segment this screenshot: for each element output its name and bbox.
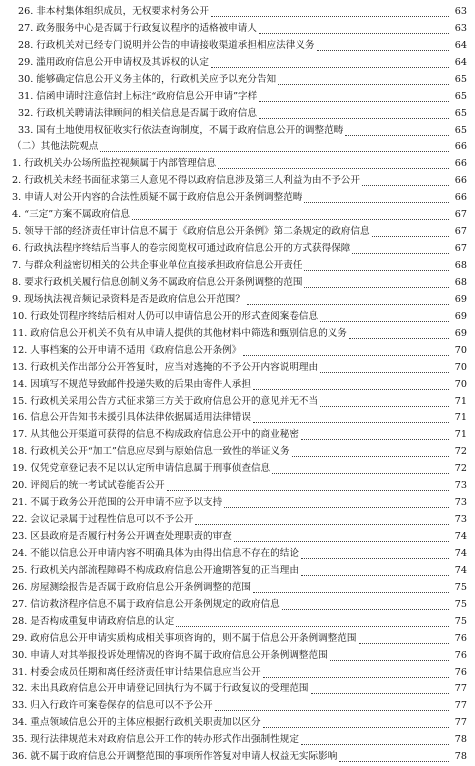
toc-entry-page: 72 — [454, 463, 467, 475]
toc-entry[interactable] — [12, 275, 467, 292]
toc-entry-page: 66 — [454, 192, 467, 204]
toc-entry-page: 77 — [454, 700, 467, 712]
toc-leader-dots — [320, 320, 449, 322]
toc-entry-page: 66 — [454, 158, 467, 170]
toc-entry-title: 21. 不属于政务公开范围的公开申请不应予以支持 — [12, 497, 223, 509]
toc-leader-dots — [330, 659, 449, 661]
toc-entry[interactable] — [12, 749, 467, 766]
toc-leader-dots — [320, 405, 449, 407]
toc-entry-page: 65 — [454, 107, 467, 119]
toc-leader-dots — [362, 184, 449, 186]
toc-entry-title: 27. 信访救济程序信息不属于政府信息公开条例规定的政府信息 — [12, 598, 280, 610]
toc-leader-dots — [211, 15, 449, 17]
toc-entry-title: 12. 人事档案的公开申请不适用《政府信息公开条例》 — [12, 344, 242, 356]
toc-entry-page: 77 — [454, 683, 467, 695]
toc-entry-title: 28. 是否构成重复申请政府信息的认定 — [12, 615, 175, 627]
toc-entry-title: 16. 信息公开告知书未援引具体法律依据属适用法律错误 — [12, 412, 251, 424]
toc-entry[interactable] — [12, 190, 467, 207]
toc-leader-dots — [304, 269, 449, 271]
toc-entry[interactable] — [12, 461, 467, 478]
toc-entry-title: 11. 政府信息公开机关不负有从申请人提供的其他材料中筛选和甄别信息的义务 — [12, 327, 347, 339]
toc-entry[interactable] — [12, 682, 467, 699]
toc-leader-dots — [359, 642, 450, 644]
toc-entry-title: 20. 评阅后的统一考试试卷能否公开 — [12, 480, 165, 492]
toc-entry-title: 1. 行政机关办公场所监控视频属于内部管理信息 — [12, 158, 217, 170]
toc-entry-page: 74 — [454, 531, 467, 543]
toc-entry-title: 6. 行政执法程序终结后当事人的卷宗阅览权可通过政府信息公开的方式获得保障 — [12, 243, 351, 255]
toc-entry-page: 67 — [454, 209, 467, 221]
toc-leader-dots — [259, 117, 449, 119]
toc-entry[interactable] — [12, 512, 467, 529]
toc-leader-dots — [259, 32, 449, 34]
toc-entry[interactable] — [12, 4, 467, 21]
toc-entry-page: 71 — [454, 412, 467, 424]
toc-entry[interactable] — [12, 478, 467, 495]
toc-entry-page: 68 — [454, 260, 467, 272]
toc-leader-dots — [339, 760, 449, 762]
toc-entry[interactable] — [12, 326, 467, 343]
toc-entry-page: 72 — [454, 446, 467, 458]
toc-leader-dots — [282, 608, 449, 610]
toc-entry[interactable] — [12, 715, 467, 732]
toc-entry-page: 70 — [454, 361, 467, 373]
toc-entry-title: 31. 信函申请时注意信封上标注“政府信息公开申请”字样 — [18, 90, 258, 102]
toc-entry-page: 64 — [454, 39, 467, 51]
toc-entry-title: 33. 国有土地使用权征收实行依法查询制度，不属于政府信息公开的调整范畴 — [18, 124, 344, 136]
toc-entry-title: 26. 房屋测绘报告是否属于政府信息公开条例调整的范围 — [12, 581, 251, 593]
toc-leader-dots — [224, 506, 449, 508]
toc-entry-title: 28. 行政机关对已经专门说明并公告的申请接收渠道承担相应法律义务 — [18, 39, 315, 51]
toc-entry[interactable] — [12, 648, 467, 665]
toc-entry[interactable] — [12, 207, 467, 224]
toc-entry[interactable] — [12, 377, 467, 394]
toc-leader-dots — [301, 574, 449, 576]
toc-entry-title: 34. 重点领域信息公开的主体应根据行政机关职责加以区分 — [12, 717, 261, 729]
toc-entry-title: 30. 申请人对其举报投诉处理情况的咨询不属于政府信息公开条例调整范围 — [12, 649, 328, 661]
toc-entry-title: 5. 领导干部的经济责任审计信息不属于《政府信息公开条例》第二条规定的政府信息 — [12, 226, 370, 238]
toc-entry[interactable] — [12, 106, 467, 123]
toc-leader-dots — [253, 591, 449, 593]
toc-entry[interactable] — [12, 292, 467, 309]
toc-leader-dots — [176, 625, 449, 627]
toc-entry[interactable] — [12, 343, 467, 360]
toc-entry-page: 73 — [454, 514, 467, 526]
toc-entry-page: 67 — [454, 243, 467, 255]
toc-entry-title: 8. 要求行政机关履行信息创制义务不属政府信息公开条例调整的范围 — [12, 276, 303, 288]
toc-entry-title: 36. 就不属于政府信息公开调整范围的事项所作答复对申请人权益无实际影响 — [12, 751, 338, 763]
toc-entry-page: 75 — [454, 598, 467, 610]
toc-entry-title: 32. 未出具政府信息公开申请登记回执行为不属于行政复议的受理范围 — [12, 683, 309, 695]
toc-entry-page: 65 — [454, 124, 467, 136]
toc-entry-page: 76 — [454, 666, 467, 678]
toc-entry[interactable] — [12, 38, 467, 55]
toc-entry-title: 27. 政务服务中心是否属于行政复议程序的适格被申请人 — [18, 22, 257, 34]
toc-leader-dots — [345, 134, 449, 136]
toc-entry-page: 66 — [454, 175, 467, 187]
toc-leader-dots — [195, 523, 449, 525]
toc-leader-dots — [301, 743, 449, 745]
toc-entry-page: 70 — [454, 344, 467, 356]
toc-entry[interactable] — [12, 732, 467, 749]
toc-entry-page: 75 — [454, 581, 467, 593]
toc-entry-page: 65 — [454, 73, 467, 85]
toc-entry-page: 69 — [454, 293, 467, 305]
toc-leader-dots — [167, 489, 449, 491]
toc-entry-page: 65 — [454, 90, 467, 102]
toc-leader-dots — [218, 167, 449, 169]
toc-section-heading[interactable] — [12, 140, 467, 157]
toc-entry-page: 78 — [454, 734, 467, 746]
toc-entry[interactable] — [12, 411, 467, 428]
toc-entry[interactable] — [12, 224, 467, 241]
toc-entry-page: 74 — [454, 564, 467, 576]
toc-entry-page: 73 — [454, 497, 467, 509]
toc-entry-title: 9. 现场执法视音频记录资料是否是政府信息公开范围？ — [12, 293, 245, 305]
toc-entry-page: 76 — [454, 632, 467, 644]
toc-entry-page: 63 — [454, 22, 467, 34]
toc-entry-title: 23. 区县政府是否履行村务公开调查处理职责的审查 — [12, 531, 232, 543]
toc-entry[interactable] — [12, 309, 467, 326]
toc-entry[interactable] — [12, 72, 467, 89]
toc-leader-dots — [301, 438, 449, 440]
toc-entry-page: 75 — [454, 615, 467, 627]
toc-entry-title: 32. 行政机关聘请法律顾问的相关信息是否属于政府信息 — [18, 107, 257, 119]
toc-entry-page: 67 — [454, 226, 467, 238]
toc-entry-page: 64 — [454, 56, 467, 68]
toc-leader-dots — [215, 709, 449, 711]
toc-entry[interactable] — [12, 444, 467, 461]
toc-entry[interactable] — [12, 394, 467, 411]
toc-entry-title: 17. 从其他公开渠道可获得的信息不构成政府信息公开中的商业秘密 — [12, 429, 299, 441]
toc-entry-page: 69 — [454, 310, 467, 322]
toc-entry-title: 14. 因填写不规范导致邮件投递失败的后果由寄件人承担 — [12, 378, 251, 390]
toc-entry-page: 77 — [454, 717, 467, 729]
toc-entry-title: 10. 行政处罚程序终结后相对人仍可以申请信息公开的形式查阅案卷信息 — [12, 310, 319, 322]
toc-entry-title: 29. 政府信息公开申请实质构成相关事项咨询的，则不属于信息公开条例调整范围 — [12, 632, 357, 644]
toc-entry-page: 68 — [454, 276, 467, 288]
toc-leader-dots — [372, 235, 449, 237]
toc-leader-dots — [263, 676, 449, 678]
toc-entry[interactable] — [12, 21, 467, 38]
toc-entry-title: 30. 能够确定信息公开义务主体的，行政机关应予以充分告知 — [18, 73, 277, 85]
toc-entry[interactable] — [12, 631, 467, 648]
toc-leader-dots — [234, 540, 449, 542]
toc-entry-page: 73 — [454, 480, 467, 492]
toc-leader-dots — [100, 150, 449, 152]
toc-leader-dots — [263, 726, 449, 728]
toc-entry[interactable] — [12, 597, 467, 614]
toc-leader-dots — [253, 388, 449, 390]
toc-leader-dots — [304, 201, 449, 203]
toc-entry-title: 7. 与群众利益密切相关的公共企事业单位直接承担政府信息公开责任 — [12, 260, 303, 272]
toc-entry-title: 31. 村委会成员任期和离任经济责任审计结果信息应当公开 — [12, 666, 261, 678]
toc-entry-title: 2. 行政机关未经书面征求第三人意见不得以政府信息涉及第三人利益为由不予公开 — [12, 175, 360, 187]
toc-entry[interactable] — [12, 258, 467, 275]
toc-entry[interactable] — [12, 241, 467, 258]
toc-entry[interactable] — [12, 427, 467, 444]
toc-entry[interactable] — [12, 360, 467, 377]
toc-entry[interactable] — [12, 123, 467, 140]
toc-leader-dots — [132, 218, 449, 220]
toc-list-a — [12, 4, 467, 140]
toc-entry[interactable] — [12, 665, 467, 682]
toc-entry-page: 63 — [454, 5, 467, 17]
toc-entry[interactable] — [12, 495, 467, 512]
toc-section-title: （二）其他法院观点 — [12, 141, 99, 153]
toc-entry-title: 24. 不能以信息公开申请内容不明确具体为由得出信息不存在的结论 — [12, 547, 299, 559]
toc-leader-dots — [243, 354, 449, 356]
toc-leader-dots — [253, 421, 449, 423]
toc-entry[interactable] — [12, 156, 467, 173]
toc-leader-dots — [278, 83, 449, 85]
toc-entry-title: 13. 行政机关作出部分公开答复时，应当对逃掩的不予公开内容说明理由 — [12, 361, 319, 373]
toc-leader-dots — [320, 371, 449, 373]
toc-entry[interactable] — [12, 529, 467, 546]
toc-entry-title: 19. 仅凭党章登记表不足以认定所申请信息属于刑事侦查信息 — [12, 463, 271, 475]
toc-leader-dots — [247, 303, 449, 305]
toc-entry[interactable] — [12, 173, 467, 190]
toc-section-page: 66 — [454, 141, 467, 153]
toc-entry[interactable] — [12, 563, 467, 580]
toc-entry-page: 78 — [454, 751, 467, 763]
toc-entry[interactable] — [12, 614, 467, 631]
toc-leader-dots — [317, 49, 449, 51]
toc-leader-dots — [211, 66, 449, 68]
toc-entry-title: 3. 申请人对公开内容的合法性质疑不属于政府信息公开条例调整范畴 — [12, 192, 303, 204]
toc-entry-page: 69 — [454, 327, 467, 339]
toc-entry[interactable] — [12, 580, 467, 597]
toc-list-b — [12, 156, 467, 766]
toc-entry-title: 29. 滥用政府信息公开申请权及其诉权的认定 — [18, 56, 209, 68]
toc-entry-title: 18. 行政机关公开“加工”信息应尽到与原始信息一致性的举证义务 — [12, 446, 290, 458]
toc-entry-title: 4. “三定”方案不属政府信息 — [12, 209, 130, 221]
toc-leader-dots — [304, 286, 449, 288]
toc-entry-page: 74 — [454, 547, 467, 559]
toc-leader-dots — [352, 252, 449, 254]
toc-entry[interactable] — [12, 698, 467, 715]
toc-entry[interactable] — [12, 546, 467, 563]
toc-entry-title: 22. 会议记录属于过程性信息可以不予公开 — [12, 514, 194, 526]
toc-entry-page: 71 — [454, 395, 467, 407]
toc-leader-dots — [311, 692, 449, 694]
toc-entry-page: 76 — [454, 649, 467, 661]
toc-entry-title: 25. 行政机关内部流程障碍不构成政府信息公开逾期答复的正当理由 — [12, 564, 299, 576]
toc-leader-dots — [349, 337, 449, 339]
toc-entry-title: 26. 非本村集体组织成员，无权要求村务公开 — [18, 5, 209, 17]
toc-entry[interactable] — [12, 89, 467, 106]
toc-entry-page: 70 — [454, 378, 467, 390]
toc-leader-dots — [292, 455, 449, 457]
toc-entry-title: 15. 行政机关采用公告方式征求第三方关于政府信息公开的意见并无不当 — [12, 395, 319, 407]
toc-entry-title: 35. 现行法律规范未对政府信息公开工作的转办形式作出强制性规定 — [12, 734, 299, 746]
toc-entry-page: 71 — [454, 429, 467, 441]
toc-leader-dots — [259, 100, 449, 102]
toc-leader-dots — [272, 472, 449, 474]
toc-leader-dots — [301, 557, 449, 559]
toc-entry[interactable] — [12, 55, 467, 72]
toc-entry-title: 33. 归入行政许可案卷保存的信息可以不予公开 — [12, 700, 213, 712]
